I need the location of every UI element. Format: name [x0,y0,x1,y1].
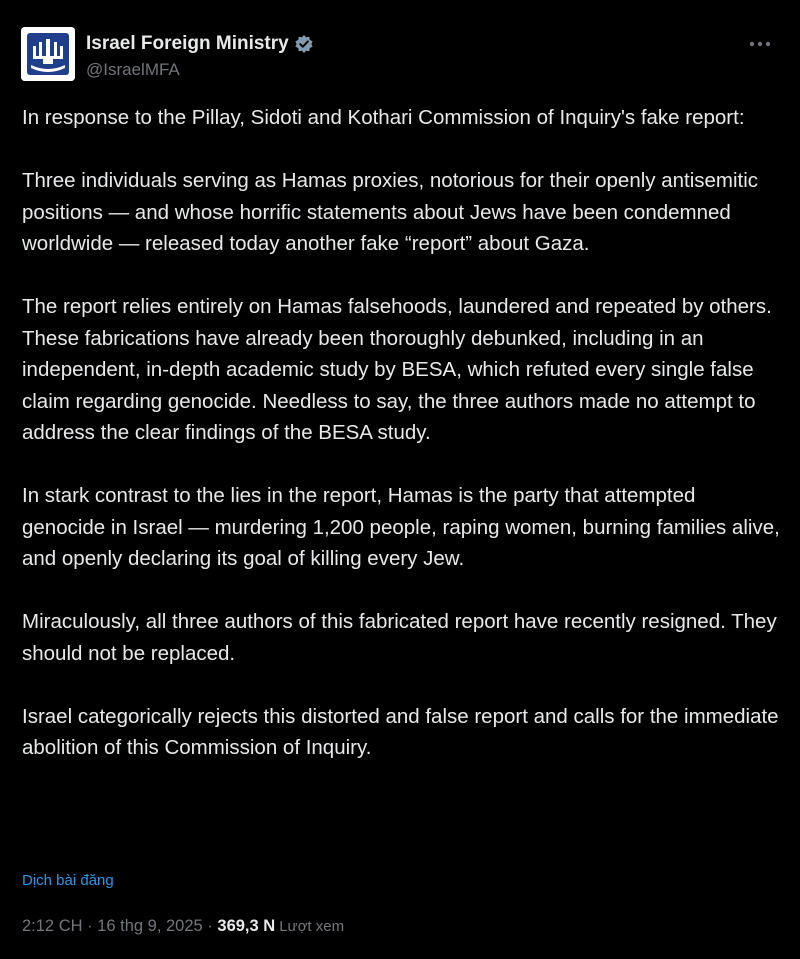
israel-emblem-icon [21,27,75,81]
post-time[interactable]: 2:12 CH [22,917,83,935]
more-options-button[interactable] [746,34,774,54]
avatar[interactable] [21,27,75,81]
post-paragraph-6: Israel categorically rejects this distorted and false report and calls for the immediate abolition of this Commission of Inquiry. [22,704,779,759]
author-name-row [86,32,314,56]
verified-badge-icon[interactable] [294,34,314,54]
views-count: 369,3 N [217,917,276,935]
post-paragraph-4: In stark contrast to the lies in the report, Hamas is the party that attempted genocide in Israel — murdering 1,200 people, raping women, burning families alive, and openly declaring its goal of killing every Jew. [22,484,780,570]
meta-separator: · [82,917,98,935]
author-display-name[interactable]: Israel Foreign Ministry [86,33,289,54]
post-meta [22,917,344,936]
post-text [22,102,782,764]
translate-post-link[interactable]: Dịch bài đăng [22,872,114,889]
post-paragraph-5: Miraculously, all three authors of this fabricated report have recently resigned. They should not be replaced. [22,610,777,665]
post-paragraph-3: The report relies entirely on Hamas falsehoods, laundered and repeated by others. These fabrications have already been thoroughly debunked, including in an independent, in-depth academic study by BESA, which refuted every single false claim regarding genocide. Needless to say, the three authors made no attempt to address the clear findings of the BESA study. [22,295,772,444]
more-options-icon [748,41,772,47]
post-date[interactable]: 16 thg 9, 2025 [97,917,203,935]
post-paragraph-2: Three individuals serving as Hamas proxies, notorious for their openly antisemitic positions — and whose horrific statements about Jews have been condemned worldwide — released today another fake “report” about Gaza. [22,169,759,255]
post-paragraph-1: In response to the Pillay, Sidoti and Kothari Commission of Inquiry's fake report: [22,106,745,129]
views-label: Lượt xem [279,918,345,935]
author-handle[interactable]: @IsraelMFA [86,60,180,79]
author-block [86,32,314,80]
meta-separator: · [202,917,218,935]
